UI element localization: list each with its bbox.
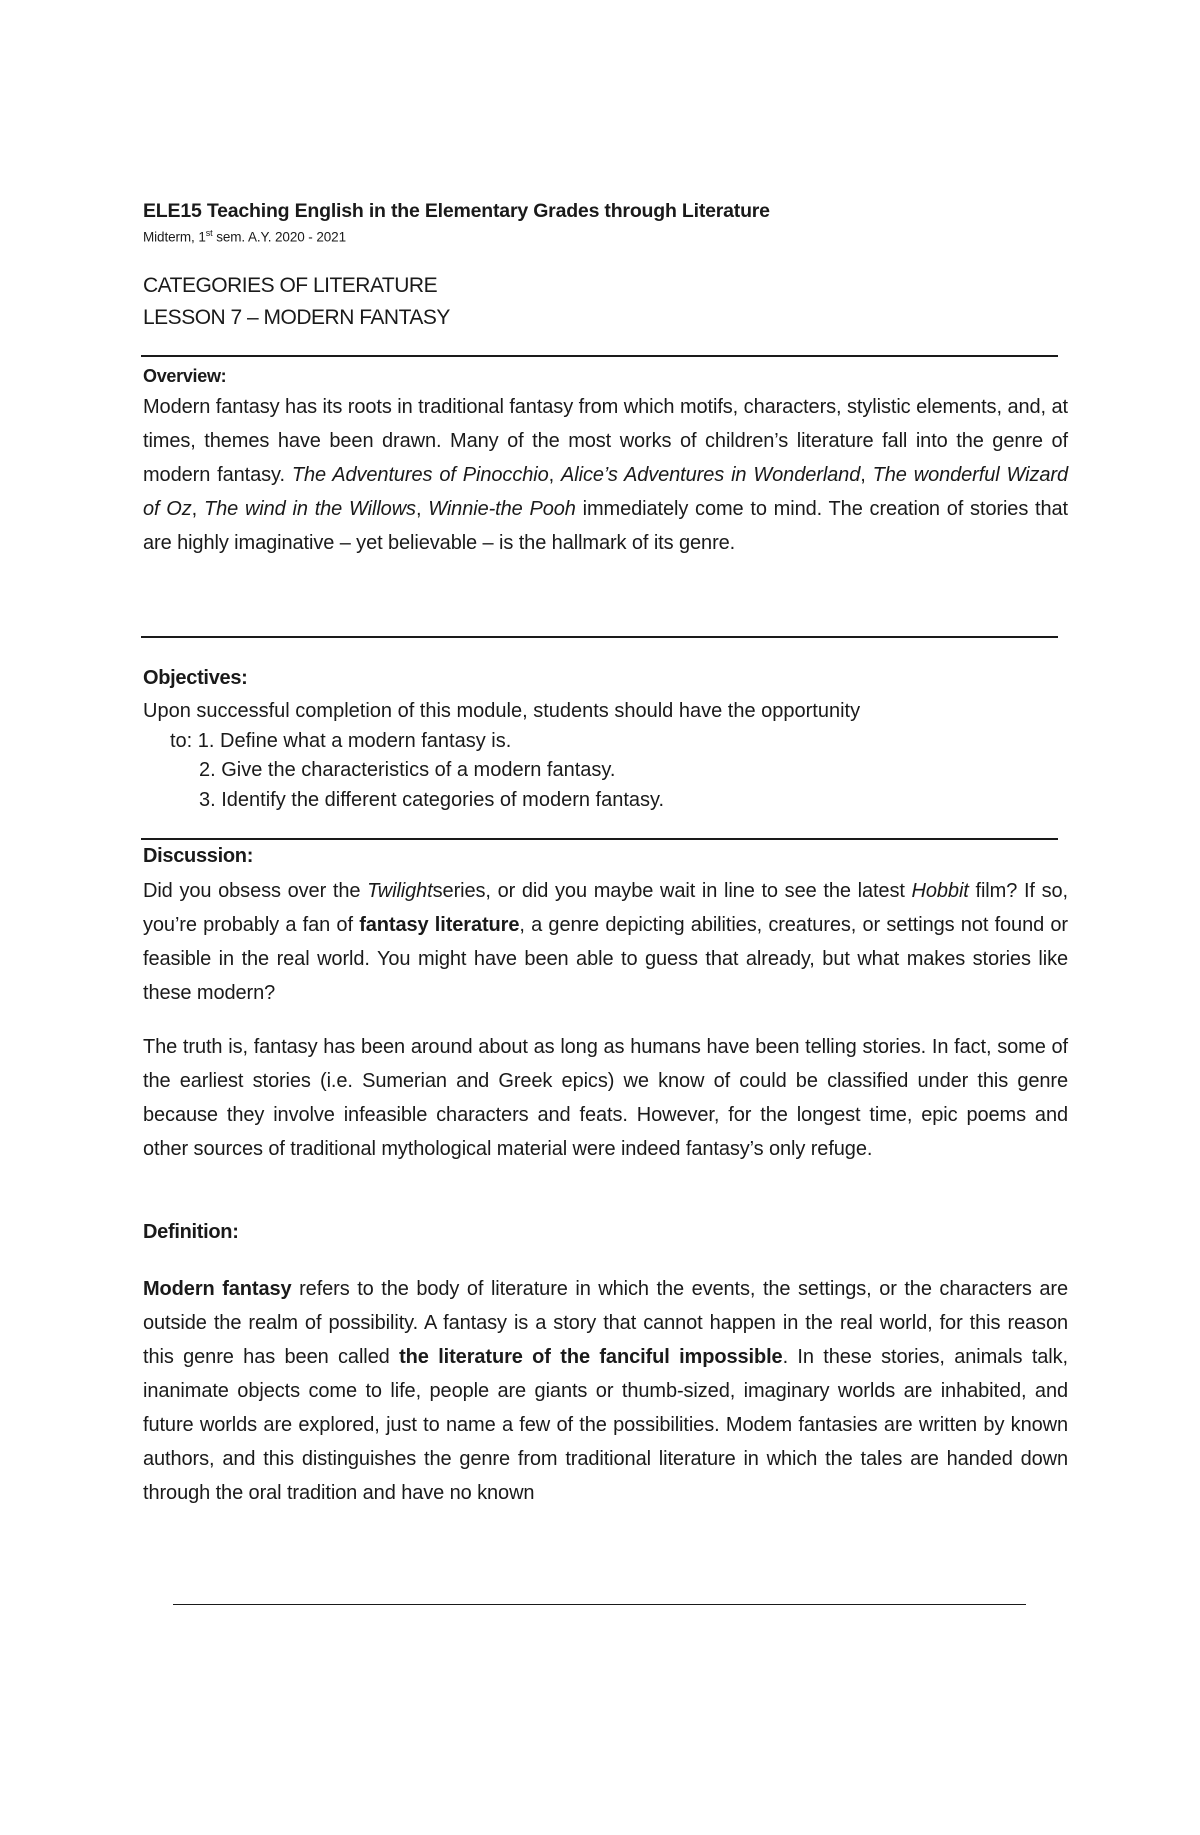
book-title: Alice’s Adventures in Wonderland xyxy=(561,464,861,486)
definition-text: refers to the body of literature in which the events, the settings, or the characters are outside the realm of possibility. A fantasy is a story that cannot happen in the real world, for this reason this genre has been called xyxy=(143,1278,1068,1368)
divider-line xyxy=(141,838,1058,840)
book-title: The wonderful Wizard of Oz xyxy=(143,464,1068,520)
term-superscript: st xyxy=(205,228,213,238)
term-prefix: Midterm, 1 xyxy=(143,229,206,245)
objectives-list xyxy=(143,697,1068,815)
lesson-title: LESSON 7 – MODERN FANTASY xyxy=(143,306,450,329)
objectives-intro: Upon successful completion of this module, students should have the opportunity xyxy=(143,700,861,722)
separator: , xyxy=(548,464,562,486)
discussion-text: Did you obsess over the xyxy=(143,880,368,902)
term-fanciful-impossible: the literature of the fanciful impossible xyxy=(399,1346,783,1368)
course-title: ELE15 Teaching English in the Elementary Grades through Literature xyxy=(143,200,770,222)
discussion-text: series, or did you maybe wait in line to see the latest xyxy=(432,880,912,902)
title-hobbit: Hobbit xyxy=(911,880,969,902)
book-title: The Adventures of Pinocchio xyxy=(291,464,549,486)
term-suffix: sem. A.Y. 2020 - 2021 xyxy=(212,229,346,245)
book-title: The wind in the Willows xyxy=(203,498,416,520)
category-title: CATEGORIES OF LITERATURE xyxy=(143,274,438,297)
discussion-text: film? If so, you’re probably a fan of xyxy=(143,880,1068,936)
objectives-heading: Objectives: xyxy=(143,667,248,689)
separator: , xyxy=(191,498,204,520)
divider-line xyxy=(173,1604,1026,1605)
separator: , xyxy=(860,464,873,486)
term-info xyxy=(143,228,1068,245)
separator: , xyxy=(415,498,429,520)
discussion-text: , a genre depicting abilities, creatures, or settings not found or feasible in the real world. You might have been able to guess that already, but what makes stories like these modern? xyxy=(143,914,1068,1004)
definition-heading: Definition: xyxy=(143,1221,239,1243)
divider-line xyxy=(141,636,1058,638)
discussion-heading: Discussion: xyxy=(143,845,254,867)
overview-text: immediately come to mind. The creation of stories that are highly imaginative – yet believable – is the hallmark of its genre. xyxy=(143,498,1069,554)
term-modern-fantasy: Modern fantasy xyxy=(143,1278,292,1300)
book-title: Winnie-the Pooh xyxy=(428,498,576,520)
objective-item: 3. Identify the different categories of modern fantasy. xyxy=(199,788,665,811)
discussion-paragraph-2: The truth is, fantasy has been around about as long as humans have been telling stories. In fact, some of the earliest stories (i.e. Sumerian and Greek epics) we know of could be classified under this genre because they involve infeasible characters and feats. However, for the longest time, epic poems and other sources of traditional mythological material were indeed fantasy’s only refuge. xyxy=(143,1036,1068,1160)
definition-text: . In these stories, animals talk, inanimate objects come to life, people are giants or thumb-sized, imaginary worlds are inhabited, and future worlds are explored, just to name a few of the possibilities. Modem fantasies are written by known authors, and this distinguishes the genre from traditional literature in which the tales are handed down through the oral tradition and have no known xyxy=(143,1346,1068,1504)
term-fantasy-literature: fantasy literature xyxy=(359,914,520,936)
overview-heading: Overview: xyxy=(143,366,227,386)
objective-item: to: 1. Define what a modern fantasy is. xyxy=(170,729,512,752)
overview-paragraph xyxy=(143,390,1068,560)
overview-text: Modern fantasy has its roots in traditional fantasy from which motifs, characters, stylistic elements, and, at times, themes have been drawn. Many of the most works of children’s literature fall into the genre of modern fantasy. xyxy=(143,396,1068,486)
definition-paragraph xyxy=(143,1272,1068,1510)
objective-item: 2. Give the characteristics of a modern fantasy. xyxy=(199,759,616,781)
discussion-paragraph-1 xyxy=(143,874,1068,1010)
title-twilight: Twilight xyxy=(367,880,433,902)
divider-line xyxy=(141,355,1058,357)
